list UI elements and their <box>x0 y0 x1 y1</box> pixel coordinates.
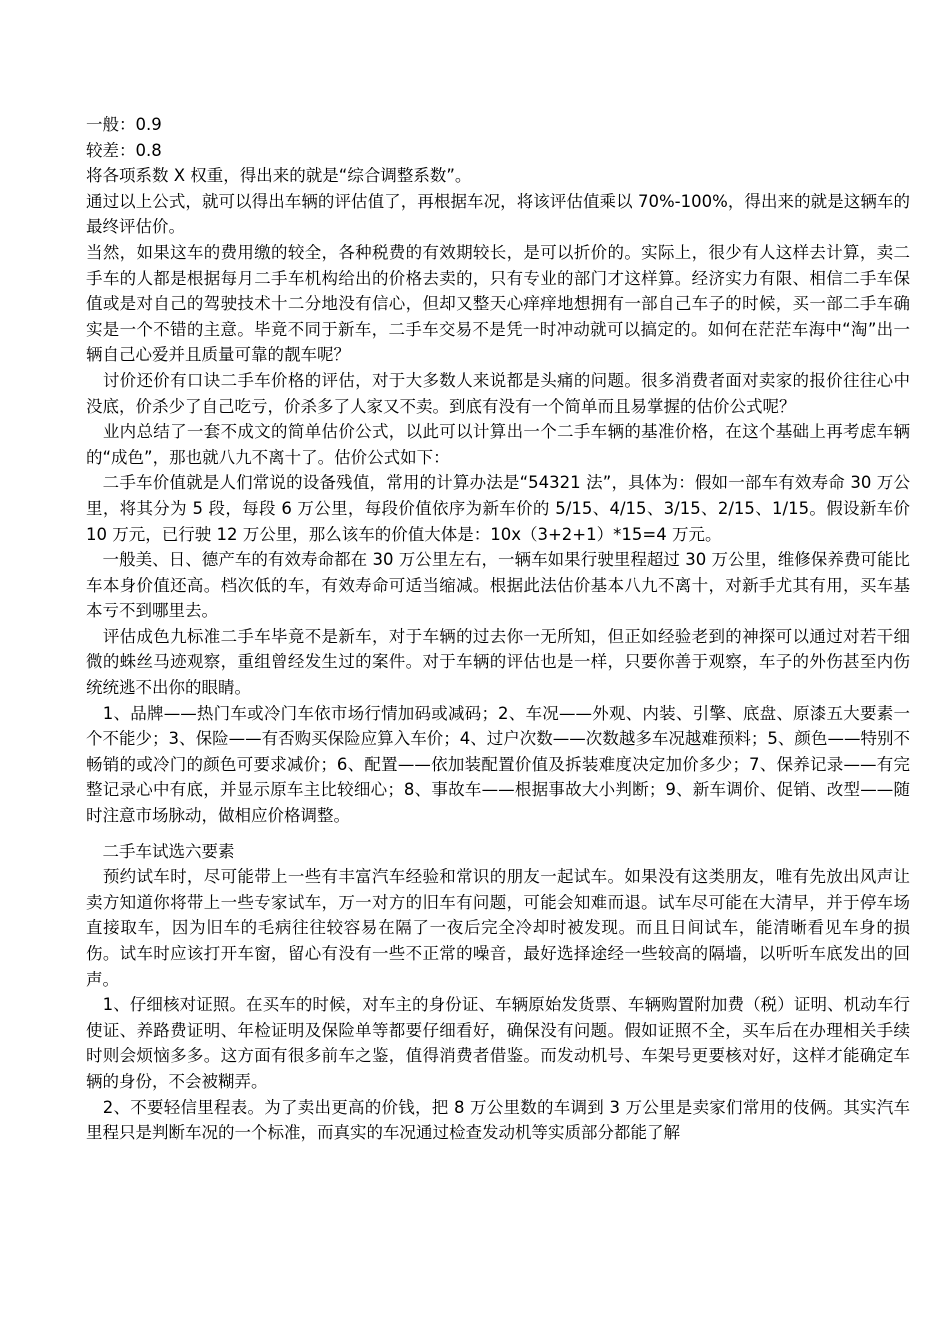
documents-check-paragraph: 1、仔细核对证照。在买车的时候，对车主的身份证、车辆原始发货票、车辆购置附加费（税）证明、机动车行使证、养路费证明、年检证明及保险单等都要仔细看好，确保没有问题。假如证照不全，买车后在办理相关手续时则会烦恼多多。这方面有很多前车之鉴，值得消费者借鉴。而发动机号、车架号更要核对好，这样才能确定车辆的身份，不会被糊弄。 <box>86 995 910 1091</box>
odometer-paragraph: 2、不要轻信里程表。为了卖出更高的价钱，把 8 万公里数的车调到 3 万公里是卖家们常用的伎俩。其实汽车里程只是判断车况的一个标准，而真实的车况通过检查发动机等实质部分都能了解 <box>86 1097 910 1143</box>
section-heading-test-drive: 二手车试选六要素 <box>86 841 235 861</box>
test-drive-paragraph: 预约试车时，尽可能带上一些有丰富汽车经验和常识的朋友一起试车。如果没有这类朋友，唯有先放出风声让卖方知道你将带上一些专家试车，万一对方的旧车有问题，可能会知难而退。试车尽可能在大清早，并于停车场直接取车，因为旧车的毛病往往较容易在隔了一夜后完全冷却时被发现。而且日间试车，能清晰看见车身的损伤。试车时应该打开车窗，留心有没有一些不正常的噪音，最好选择途经一些较高的隔墙，以听听车底发出的回声。 <box>86 867 910 989</box>
nine-criteria-paragraph: 1、品牌——热门车或冷门车依市场行情加码或减码；2、车况——外观、内装、引擎、底盘、原漆五大要素一个不能少；3、保险——有否购买保险应算入车价；4、过户次数——次数越多车况越难预料；5、颜色——特别不畅销的或冷门的颜色可要求减价；6、配置——依加装配置价值及拆装难度决定加价多少；7、保养记录——有完整记录心中有底，并显示原车主比较细心；8、事故车——根据事故大小判断；9、新车调价、促销、改型——随时注意市场脉动，做相应价格调整。 <box>86 703 910 826</box>
rating-general: 一般：0.9 <box>86 115 162 134</box>
paragraph-spacer <box>86 829 910 839</box>
formula-54321-paragraph: 二手车价值就是人们常说的设备残值，常用的计算办法是“54321 法”，具体为：假如一部车有效寿命 30 万公里，将其分为 5 段，每段 6 万公里，每段价值依序为新车价的 5/15、4/15、3/15、2/15、1/15。假设新车价 10 万元，已行驶 12 万公里，那么该车的价值大体是：10x（3+2+1）*15=4 万元。 <box>86 473 910 544</box>
final-valuation-paragraph: 通过以上公式，就可以得出车辆的评估值了，再根据车况，将该评估值乘以 70%-100%，得出来的就是这辆车的最终评估价。 <box>86 191 910 237</box>
rating-poor: 较差：0.8 <box>86 140 162 160</box>
document-body <box>86 112 910 1146</box>
bargaining-paragraph: 讨价还价有口诀二手车价格的评估，对于大多数人来说都是头痛的问题。很多消费者面对卖家的报价往往心中没底，价杀少了自己吃亏，价杀多了人家又不卖。到底有没有一个简单而且易掌握的估价公式呢？ <box>86 370 910 416</box>
discount-paragraph: 当然，如果这车的费用缴的较全，各种税费的有效期较长，是可以折价的。实际上，很少有人这样去计算，卖二手车的人都是根据每月二手车机构给出的价格去卖的，只有专业的部门才这样算。经济实力有限、相信二手车保值或是对自己的驾驶技术十二分地没有信心，但却又整天心痒痒地想拥有一部自己车子的时候，买一部二手车确实是一个不错的主意。毕竟不同于新车，二手车交易不是凭一时冲动就可以搞定的。如何在茫茫车海中“淘”出一辆自己心爱并且质量可靠的靓车呢？ <box>86 242 910 365</box>
condition-assessment-paragraph: 评估成色九标准二手车毕竟不是新车，对于车辆的过去你一无所知，但正如经验老到的神探可以通过对若干细微的蛛丝马迹观察，重组曾经发生过的案件。对于车辆的评估也是一样，只要你善于观察，车子的外伤甚至内伤统统逃不出你的眼睛。 <box>86 626 910 698</box>
formula-intro-paragraph: 业内总结了一套不成文的简单估价公式，以此可以计算出一个二手车辆的基准价格，在这个基础上再考虑车辆的“成色”，那也就八九不离十了。估价公式如下： <box>86 422 910 467</box>
lifespan-paragraph: 一般美、日、德产车的有效寿命都在 30 万公里左右，一辆车如果行驶里程超过 30 万公里，维修保养费可能比车本身价值还高。档次低的车，有效寿命可适当缩减。根据此法估价基本八九不离十，对新手尤其有用，买车基本亏不到哪里去。 <box>86 550 910 621</box>
weighting-note: 将各项系数 X 权重，得出来的就是“综合调整系数”。 <box>86 166 472 186</box>
